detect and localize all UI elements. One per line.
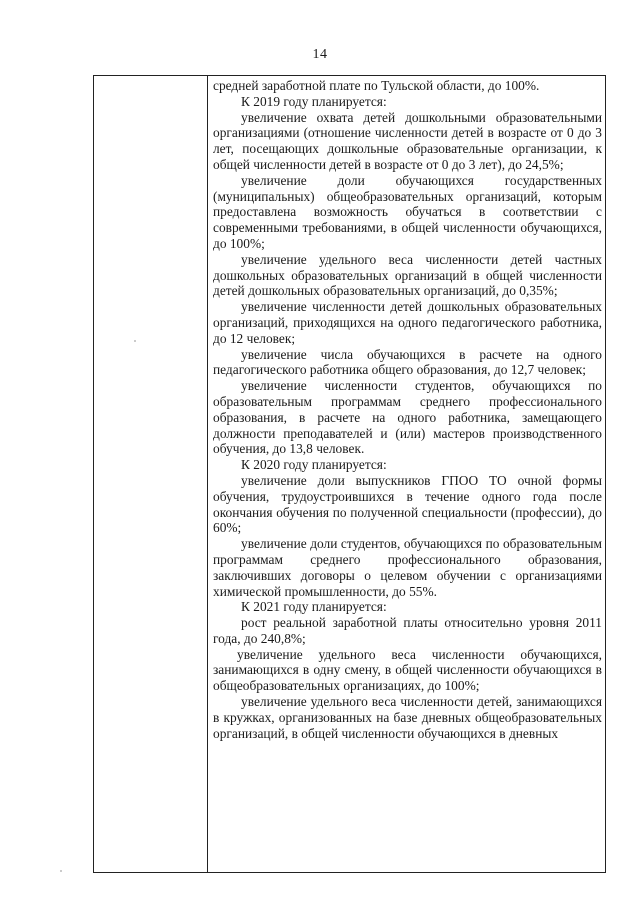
scan-artifact xyxy=(134,340,136,342)
column-divider xyxy=(207,75,208,873)
list-item: увеличение удельного веса численности обучающихся, занимающихся в одну смену, в общей численности обучающихся в общеобразовательных организациях, до 100%; xyxy=(213,646,602,694)
left-column-cell-empty xyxy=(94,76,206,872)
scan-artifact xyxy=(60,870,62,872)
list-item: увеличение доли выпускников ГПОО ТО очной формы обучения, трудоустроившихся в течение одного года после окончания обучения по полученной специальности (профессии), до 60%; xyxy=(213,472,602,536)
year-heading-2021: К 2021 году планируется: xyxy=(241,599,387,615)
list-item: увеличение удельного веса численности детей частных дошкольных образовательных организаций в общей численности детей дошкольных образовательных организаций, до 0,35%; xyxy=(213,251,602,299)
list-item: увеличение удельного веса численности детей, занимающихся в кружках, организованных на базе дневных общеобразовательных организаций, в общей численности обучающихся в дневных xyxy=(213,694,602,741)
list-item: рост реальной заработной платы относительно уровня 2011 года, до 240,8%; xyxy=(213,615,602,646)
year-heading-2019: К 2019 году планируется: xyxy=(241,93,387,109)
list-item: увеличение численности студентов, обучающихся по образовательным программам среднего профессионального образования, в расчете на одного работника, замещающего должности преподавателей и (или) мастеров производственного обучения, до 13,8 человек. xyxy=(213,378,602,457)
right-column-cell xyxy=(213,78,602,870)
list-item: увеличение доли студентов, обучающихся по образовательным программам среднего профессионального образования, заключивших договоры о целевом обучении с организациями химической промышленности, до 55%. xyxy=(213,536,602,599)
year-heading-2020: К 2020 году планируется: xyxy=(241,457,387,473)
list-item: увеличение числа обучающихся в расчете на одного педагогического работника общего образования, до 12,7 человек; xyxy=(213,346,602,378)
list-item: увеличение охвата детей дошкольными образовательными организациями (отношение численности детей в возрасте от 0 до 3 лет, посещающих дошкольные образовательные организации, к общей численности детей в возрасте от 0 до 3 лет), до 24,5%; xyxy=(213,109,602,172)
list-item: увеличение доли обучающихся государственных (муниципальных) общеобразовательных организаций, которым предоставлена возможность обучаться в соответствии с современными требованиями, в общей численности обучающихся, до 100%; xyxy=(213,172,602,251)
page-number: 14 xyxy=(312,47,328,62)
list-item: увеличение численности детей дошкольных образовательных организаций, приходящихся на одного педагогического работника, до 12 человек; xyxy=(213,299,602,346)
paragraph-continuation: средней заработной плате по Тульской области, до 100%. xyxy=(213,78,540,93)
